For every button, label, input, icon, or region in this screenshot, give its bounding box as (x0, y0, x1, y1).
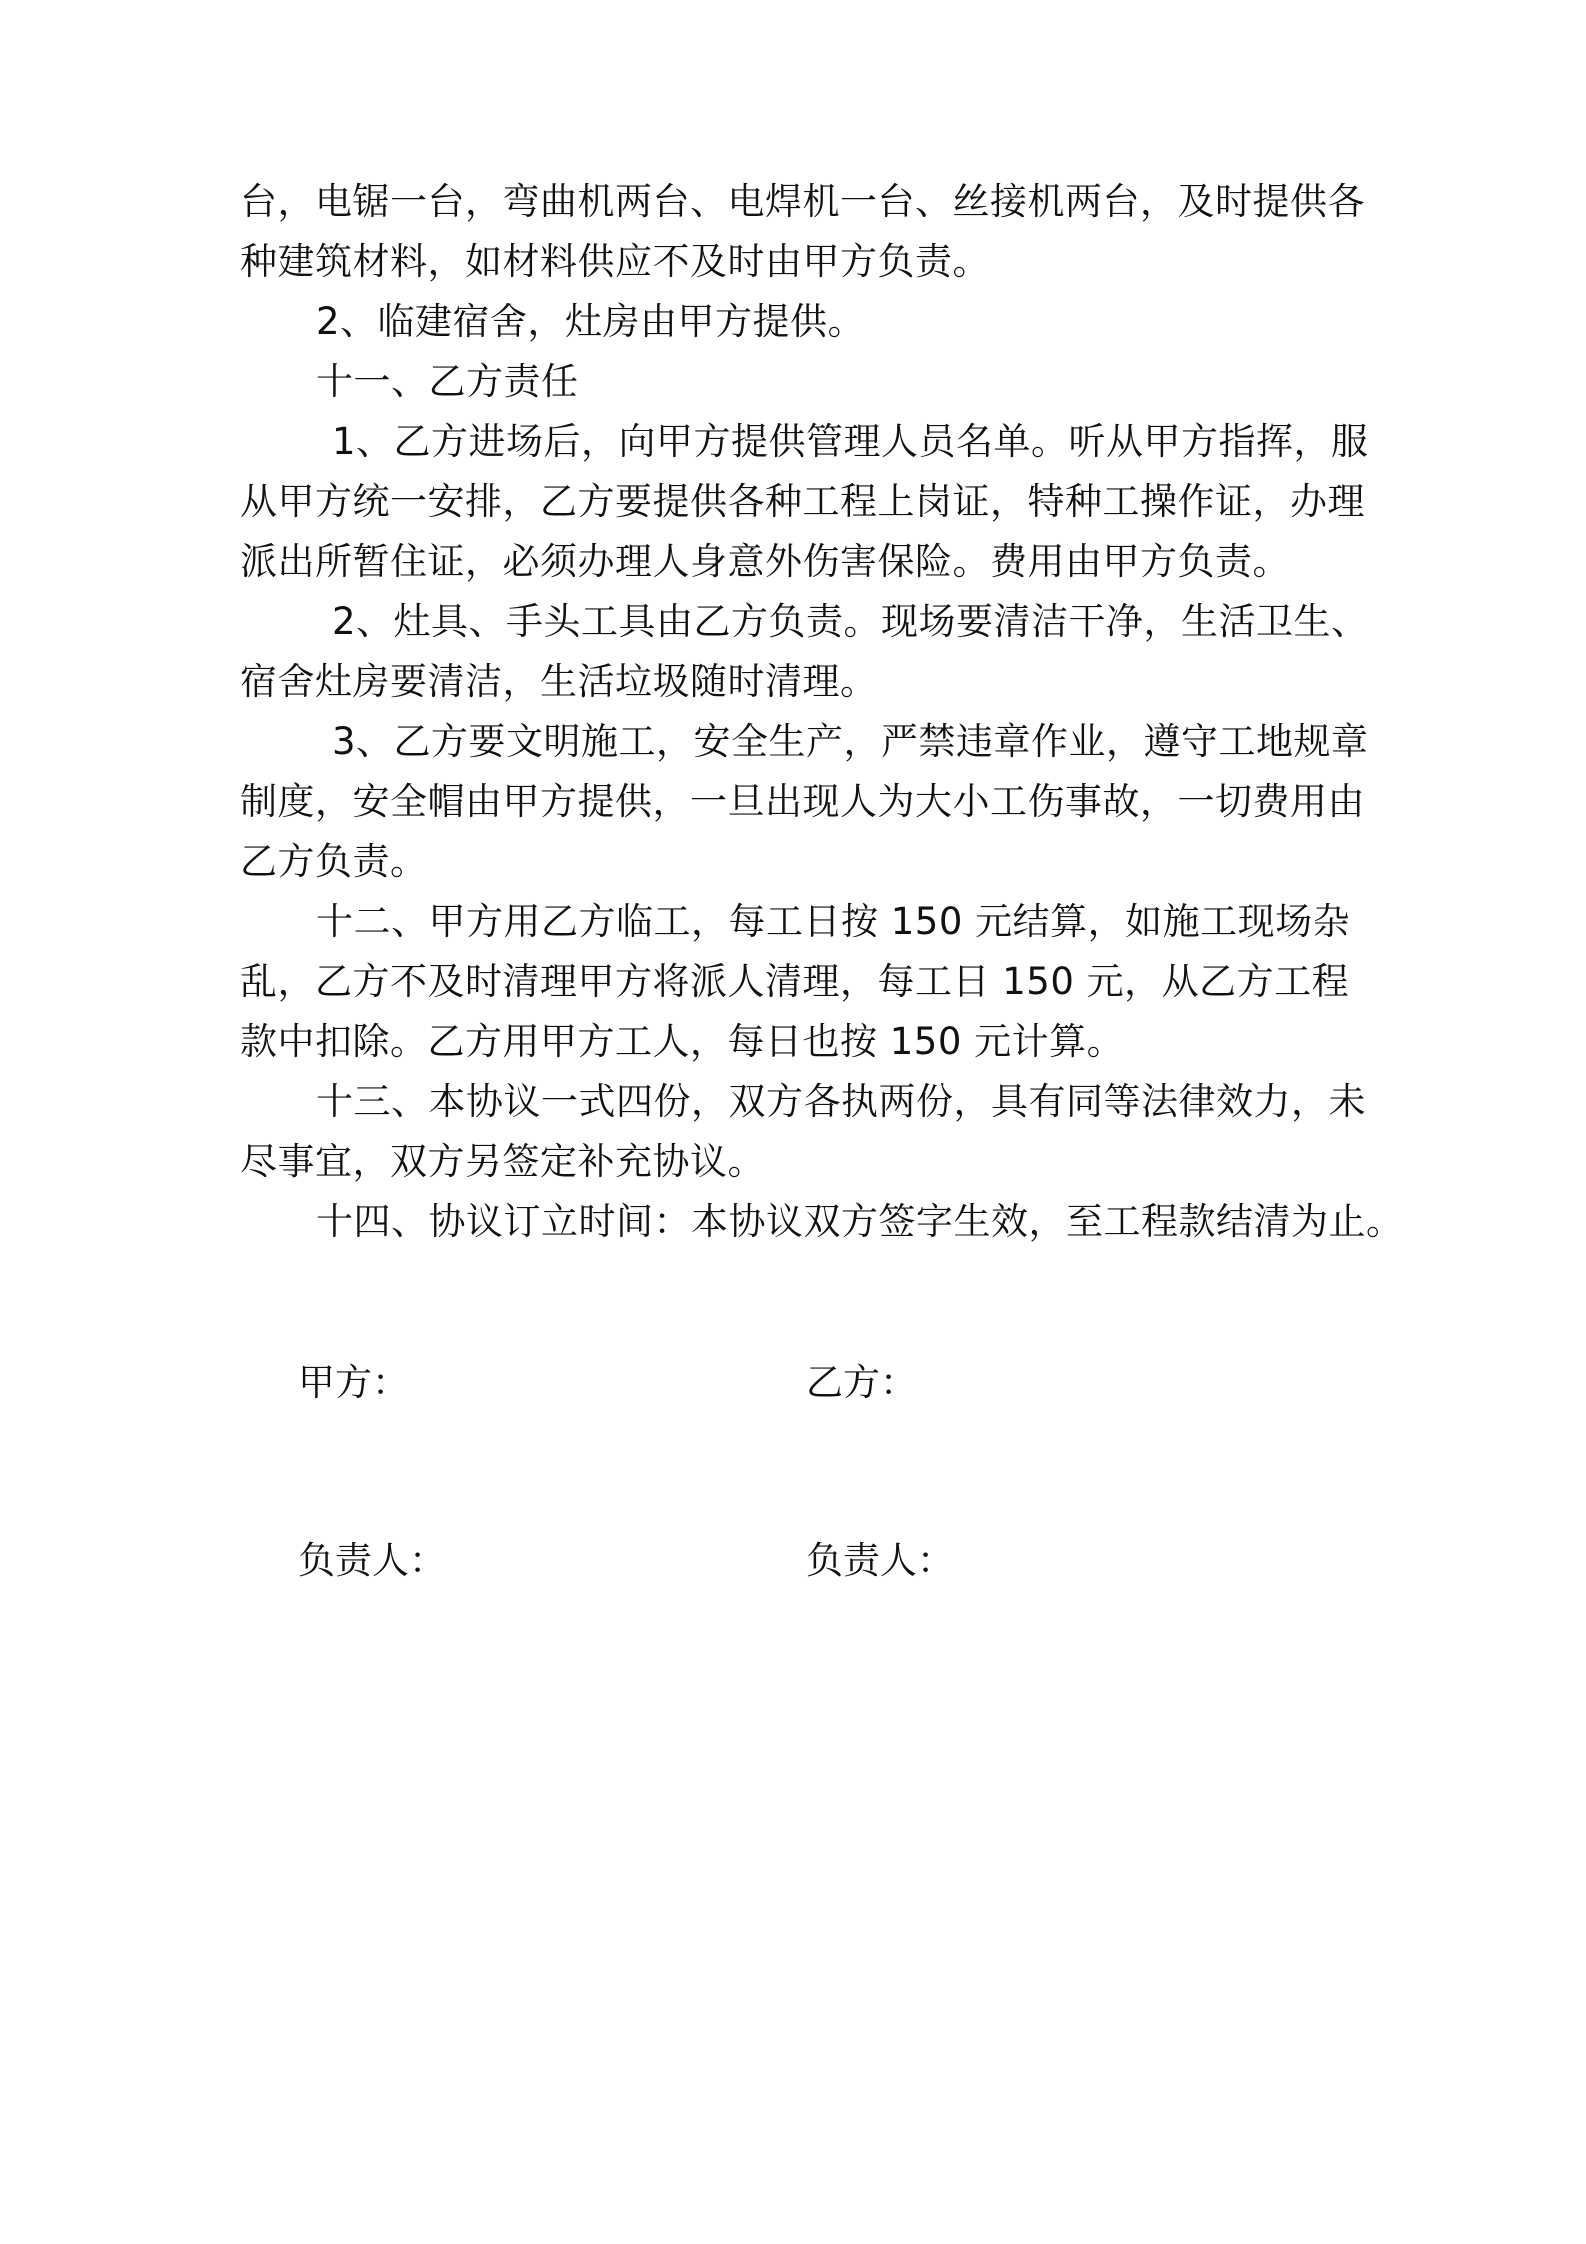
paragraph-line: 乙方负责。 (240, 840, 428, 883)
paragraph-line: 2、灶具、手头工具由乙方负责。现场要清洁干净，生活卫生、 (332, 600, 1369, 643)
party-b-representative-label: 负责人： (806, 1539, 954, 1582)
party-a-representative-label: 负责人： (298, 1539, 446, 1582)
paragraph-line: 派出所暂住证，必须办理人身意外伤害保险。费用由甲方负责。 (240, 540, 1290, 583)
party-b-label: 乙方： (806, 1361, 917, 1404)
paragraph-line: 十四、协议订立时间：本协议双方签字生效，至工程款结清为止。 (316, 1200, 1404, 1243)
paragraph-line: 十二、甲方用乙方临工，每工日按 150 元结算，如施工现场杂 (316, 900, 1351, 943)
paragraph-line: 尽事宜，双方另签定补充协议。 (240, 1140, 765, 1183)
paragraph-line: 台，电锯一台，弯曲机两台、电焊机一台、丝接机两台，及时提供各 (240, 180, 1365, 223)
party-a-label: 甲方： (298, 1361, 409, 1404)
section-heading: 十一、乙方责任 (316, 360, 579, 403)
paragraph-line: 3、乙方要文明施工，安全生产，严禁违章作业，遵守工地规章 (332, 720, 1369, 763)
paragraph-line: 1、乙方进场后，向甲方提供管理人员名单。听从甲方指挥，服 (332, 420, 1369, 463)
contract-body (240, 172, 1404, 1252)
paragraph-line: 十三、本协议一式四份，双方各执两份，具有同等法律效力，未 (316, 1080, 1366, 1123)
paragraph-line: 制度，安全帽由甲方提供，一旦出现人为大小工伤事故，一切费用由 (240, 780, 1365, 823)
paragraph-line: 款中扣除。乙方用甲方工人，每日也按 150 元计算。 (240, 1020, 1125, 1063)
paragraph-line: 从甲方统一安排，乙方要提供各种工程上岗证，特种工操作证，办理 (240, 480, 1365, 523)
paragraph-line: 2、临建宿舍，灶房由甲方提供。 (316, 300, 866, 343)
paragraph-line: 宿舍灶房要清洁，生活垃圾随时清理。 (240, 660, 878, 703)
paragraph-line: 乱，乙方不及时清理甲方将派人清理，每工日 150 元，从乙方工程 (240, 960, 1350, 1003)
paragraph-line: 种建筑材料，如材料供应不及时由甲方负责。 (240, 240, 990, 283)
